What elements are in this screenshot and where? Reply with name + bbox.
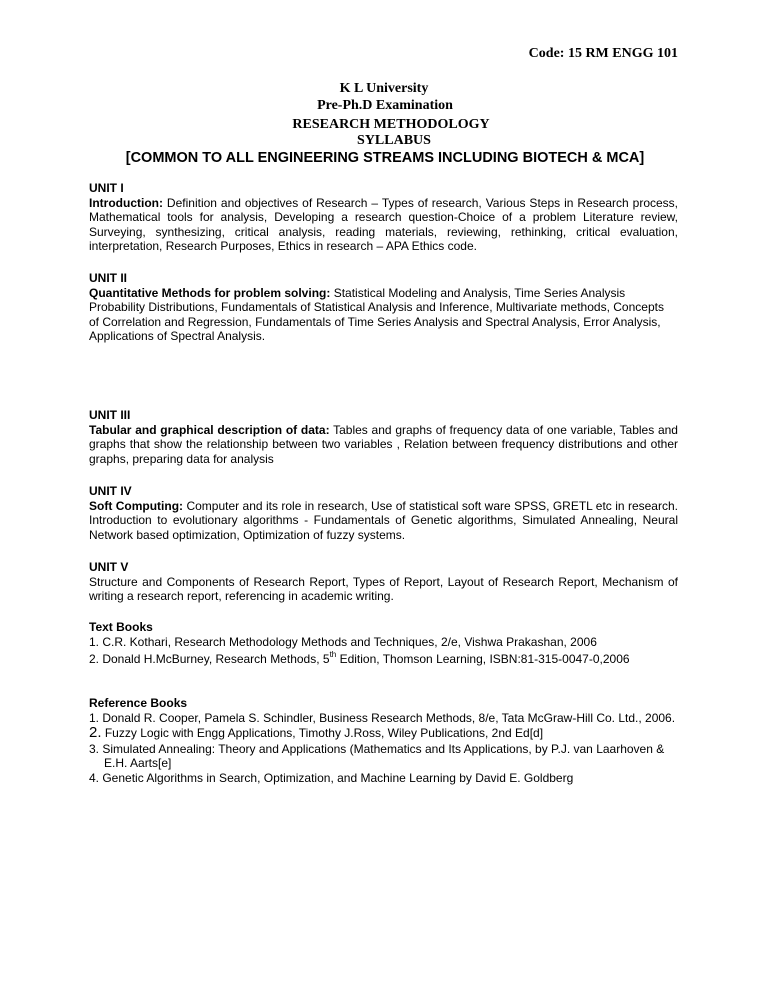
unit-2-section (89, 271, 678, 344)
unit-title: UNIT I (89, 181, 124, 195)
text-book-item (89, 652, 678, 667)
reference-book-item: 1. Donald R. Cooper, Pamela S. Schindler, Business Research Methods, 8/e, Tata McGraw-Hill Co. Ltd., 2006. (89, 710, 676, 725)
unit-text: Statistical Modeling and Analysis, Time Series Analysis (330, 285, 626, 300)
unit-4-section (89, 484, 678, 542)
unit-1-section (89, 181, 678, 254)
unit-text: Computer and its role in research, Use of statistical soft ware SPSS, GRETL etc in research. Introduction to evolutionary algorithms - Fundamentals of Genetic algorithms, Simulated Annealing, Neural Network based optimization, Optimization of fuzzy systems. (89, 498, 678, 542)
text-books-section (89, 620, 678, 667)
unit-description: Structure and Components of Research Report, Types of Report, Layout of Research Report, Mechanism of writing a research report, referencing in academic writing. (89, 574, 678, 604)
reference-book-item-continued: E.H. Aarts[e] (104, 756, 172, 771)
superscript: th (329, 650, 337, 660)
unit-lead: Tabular and graphical description of data: (89, 422, 330, 437)
unit-extra-line: Probability Distributions, Fundamentals of Statistical Analysis and Inference, Multivariate methods, Concepts (89, 300, 664, 315)
common-streams-note: [COMMON TO ALL ENGINEERING STREAMS INCLUDING BIOTECH & MCA] (125, 150, 645, 166)
unit-title: UNIT III (89, 408, 131, 422)
text-books-title: Text Books (89, 620, 153, 634)
reference-item-number: 2. (89, 724, 102, 742)
reference-books-section (89, 696, 678, 786)
text-book-item-pre: 2. Donald H.McBurney, Research Methods, 5 (89, 652, 330, 667)
unit-extra-line: Applications of Spectral Analysis. (89, 329, 266, 344)
reference-books-title: Reference Books (89, 696, 188, 710)
course-code: Code: 15 RM ENGG 101 (528, 46, 678, 61)
unit-description (89, 196, 678, 254)
text-book-item: 1. C.R. Kothari, Research Methodology Methods and Techniques, 2/e, Vishwa Prakashan, 2006 (89, 634, 597, 649)
reference-book-item: 4. Genetic Algorithms in Search, Optimization, and Machine Learning by David E. Goldberg (89, 770, 574, 785)
unit-text: Tables and graphs of frequency data of one variable, Tables and graphs that show the relationship between two variables , Relation between frequency distributions and other graphs, preparing data for analysis (89, 422, 678, 466)
unit-lead: Introduction: (89, 195, 163, 210)
exam-name: Pre-Ph.D Examination (317, 98, 453, 113)
unit-lead: Quantitative Methods for problem solving: (89, 285, 331, 300)
unit-title: UNIT V (89, 560, 129, 574)
unit-3-section (89, 408, 678, 466)
reference-book-item: 3. Simulated Annealing: Theory and Applications (Mathematics and Its Applications, by P.J. van Laarhoven & (89, 741, 665, 756)
subject-title: RESEARCH METHODOLOGY (292, 117, 490, 132)
unit-text: Definition and objectives of Research – Types of research, Various Steps in Research process, Mathematical tools for analysis, Developing a research question-Choice of a problem Literature review, Surveying, synthesizing, critical analysis, reading materials, reviewing, rethinking, critical evaluation, interpretation, Research Purposes, Ethics in research – APA Ethics code. (89, 195, 678, 254)
unit-lead: Soft Computing: (89, 498, 184, 513)
unit-5-section (89, 560, 678, 604)
text-book-item-post: Edition, Thomson Learning, ISBN:81-315-0047-0,2006 (336, 652, 630, 667)
unit-description (89, 499, 678, 543)
reference-book-item (89, 726, 678, 741)
university-name: K L University (339, 81, 429, 96)
syllabus-title: SYLLABUS (357, 133, 431, 148)
unit-title: UNIT II (89, 271, 127, 285)
unit-description (89, 423, 678, 467)
unit-extra-line: of Correlation and Regression, Fundamentals of Time Series Analysis and Spectral Analysis, Error Analysis, (89, 314, 661, 329)
unit-title: UNIT IV (89, 484, 132, 498)
reference-item-text: Fuzzy Logic with Engg Applications, Timothy J.Ross, Wiley Publications, 2nd Ed[d] (101, 726, 544, 741)
unit-description (89, 286, 678, 301)
